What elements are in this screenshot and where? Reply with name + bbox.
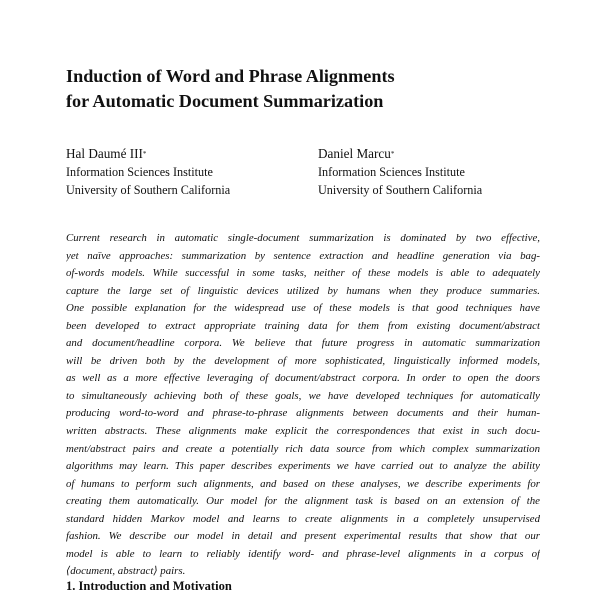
- abstract-line: model is able to learn to reliably identify word- and phrase-level alignments in a corpus of: [66, 547, 540, 560]
- abstract-line: standard hidden Markov model and learns to create alignments in a completely unsupervised: [66, 512, 540, 525]
- abstract-line: will be driven both by the development of more sophisticated, linguistically informed models,: [66, 354, 540, 367]
- abstract-line: yet naïve approaches: summarization by sentence extraction and headline generation via bag-: [66, 249, 540, 262]
- author-name-text: Hal Daumé III: [66, 146, 143, 161]
- abstract-line: been developed to extract appropriate training data for them from existing document/abstract: [66, 319, 540, 332]
- abstract-line: of humans to perform such alignments, and based on these analyses, we describe experiments for: [66, 477, 540, 490]
- author-institution: Information Sciences Institute: [66, 165, 213, 179]
- author-name: [66, 144, 230, 163]
- paper-title: [66, 64, 536, 114]
- author-footnote-mark: *: [142, 150, 147, 158]
- abstract-line: ⟨document, abstract⟩ pairs.: [66, 565, 186, 578]
- author-footnote-mark: *: [390, 150, 395, 158]
- abstract-line: ment/abstract pairs and create a potentially rich data source from which complex summarization: [66, 442, 540, 455]
- abstract: [66, 230, 540, 581]
- author-university: University of Southern California: [318, 183, 483, 197]
- abstract-line: One possible explanation for the widespread use of these models is that good techniques have: [66, 302, 540, 315]
- author-institution: Information Sciences Institute: [318, 165, 465, 179]
- author-block-2: [318, 144, 482, 199]
- author-block-1: [66, 144, 230, 199]
- abstract-line: written abstracts. These alignments make explicit the correspondences that exist in such docu-: [66, 425, 540, 438]
- author-name-text: Daniel Marcu: [318, 146, 391, 161]
- abstract-line: Current research in automatic single-document summarization is dominated by two effective,: [66, 232, 540, 244]
- title-line: for Automatic Document Summarization: [66, 91, 384, 111]
- abstract-line: to simultaneously achieving both of these goals, we have developed techniques for automatically: [66, 389, 540, 402]
- author-name: [318, 144, 482, 163]
- abstract-line: and document/headline corpora. We believe that future progress in automatic summarization: [66, 337, 540, 350]
- section-heading: 1. Introduction and Motivation: [66, 579, 232, 593]
- abstract-line: fashion. We describe our model in detail and present experimental results that show that our: [66, 530, 540, 543]
- abstract-line: of-words models. While successful in some tasks, neither of these models is able to adequately: [66, 267, 540, 280]
- title-line: Induction of Word and Phrase Alignments: [66, 66, 395, 86]
- abstract-line: algorithms may learn. This paper describes experiments we have carried out to analyze the ability: [66, 460, 540, 473]
- abstract-line: capture the large set of linguistic devices utilized by humans when they produce summaries.: [66, 284, 540, 297]
- abstract-line: producing word-to-word and phrase-to-phrase alignments between documents and their human-: [66, 407, 540, 420]
- abstract-line: as well as a more effective leveraging of document/abstract corpora. In order to open the doors: [66, 372, 540, 385]
- abstract-line: creating them automatically. Our model for the alignment task is based on an extension of the: [66, 495, 540, 508]
- author-university: University of Southern California: [66, 183, 231, 197]
